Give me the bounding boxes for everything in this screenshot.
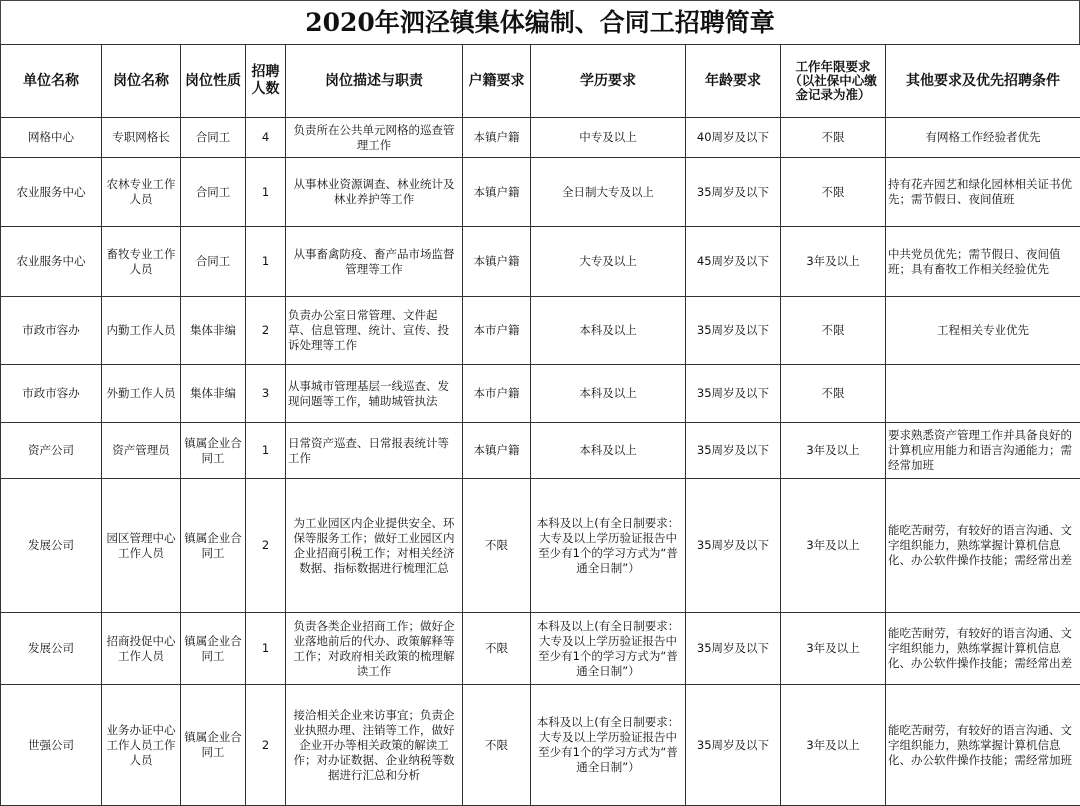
cell-edu: 本科及以上(有全日制要求：大专及以上学历验证报告中至少有1个的学习方式为“普通全日制”）: [531, 613, 686, 685]
cell-position: 外勤工作人员: [102, 365, 181, 423]
cell-desc: 从事林业资源调查、林业统计及林业养护等工作: [286, 158, 463, 227]
cell-other: 能吃苦耐劳，有较好的语言沟通、文字组织能力，熟练掌握计算机信息化、办公软件操作技能；需经常出差: [886, 479, 1080, 613]
cell-years: 3年及以上: [781, 227, 886, 297]
cell-years: 不限: [781, 297, 886, 365]
cell-unit: 资产公司: [1, 423, 102, 479]
cell-hukou: 本镇户籍: [463, 118, 531, 158]
cell-unit: 市政市容办: [1, 365, 102, 423]
cell-desc: 为工业园区内企业提供安全、环保等服务工作；做好工业园区内企业招商引税工作；对相关经济数据、指标数据进行梳理汇总: [286, 479, 463, 613]
header-type: 岗位性质: [181, 45, 246, 118]
cell-type: 集体非编: [181, 297, 246, 365]
header-unit: 单位名称: [1, 45, 102, 118]
cell-other: 能吃苦耐劳，有较好的语言沟通、文字组织能力，熟练掌握计算机信息化、办公软件操作技能；需经常出差: [886, 613, 1080, 685]
table-row: [1, 365, 1080, 423]
table-row: [1, 613, 1080, 685]
cell-position: 资产管理员: [102, 423, 181, 479]
cell-age: 35周岁及以下: [686, 297, 781, 365]
header-position: 岗位名称: [102, 45, 181, 118]
cell-hukou: 本镇户籍: [463, 227, 531, 297]
cell-unit: 世强公司: [1, 685, 102, 806]
table-row: [1, 227, 1080, 297]
cell-age: 35周岁及以下: [686, 685, 781, 806]
header-years: 工作年限要求（以社保中心缴金记录为准）: [781, 45, 886, 118]
cell-unit: 发展公司: [1, 613, 102, 685]
cell-edu: 本科及以上(有全日制要求：大专及以上学历验证报告中至少有1个的学习方式为“普通全日制”）: [531, 479, 686, 613]
cell-position: 招商投促中心工作人员: [102, 613, 181, 685]
cell-position: 内勤工作人员: [102, 297, 181, 365]
cell-years: 3年及以上: [781, 423, 886, 479]
cell-years: 3年及以上: [781, 613, 886, 685]
cell-desc: 负责办公室日常管理、文件起草、信息管理、统计、宣传、投诉处理等工作: [286, 297, 463, 365]
cell-type: 镇属企业合同工: [181, 613, 246, 685]
header-hukou: 户籍要求: [463, 45, 531, 118]
header-other: 其他要求及优先招聘条件: [886, 45, 1080, 118]
cell-unit: 市政市容办: [1, 297, 102, 365]
table-row: [1, 297, 1080, 365]
cell-years: 不限: [781, 118, 886, 158]
recruitment-table: [0, 44, 1080, 806]
cell-count: 3: [246, 365, 286, 423]
cell-other: 能吃苦耐劳，有较好的语言沟通、文字组织能力，熟练掌握计算机信息化、办公软件操作技能；需经常加班: [886, 685, 1080, 806]
cell-age: 40周岁及以下: [686, 118, 781, 158]
cell-hukou: 不限: [463, 613, 531, 685]
header-edu: 学历要求: [531, 45, 686, 118]
cell-unit: 发展公司: [1, 479, 102, 613]
cell-count: 1: [246, 423, 286, 479]
table-row: [1, 118, 1080, 158]
cell-age: 35周岁及以下: [686, 423, 781, 479]
cell-other: 持有花卉园艺和绿化园林相关证书优先；需节假日、夜间值班: [886, 158, 1080, 227]
cell-desc: 负责各类企业招商工作；做好企业落地前后的代办、政策解释等工作；对政府相关政策的梳理解读工作: [286, 613, 463, 685]
cell-age: 35周岁及以下: [686, 158, 781, 227]
cell-edu: 本科及以上(有全日制要求：大专及以上学历验证报告中至少有1个的学习方式为“普通全日制”）: [531, 685, 686, 806]
cell-hukou: 本镇户籍: [463, 423, 531, 479]
cell-edu: 全日制大专及以上: [531, 158, 686, 227]
cell-hukou: 本市户籍: [463, 365, 531, 423]
page-title: 2020年泗泾镇集体编制、合同工招聘简章: [0, 0, 1080, 44]
cell-hukou: 不限: [463, 685, 531, 806]
cell-unit: 农业服务中心: [1, 158, 102, 227]
cell-desc: 负责所在公共单元网格的巡查管理工作: [286, 118, 463, 158]
cell-position: 畜牧专业工作人员: [102, 227, 181, 297]
header-row: [1, 45, 1080, 118]
cell-type: 集体非编: [181, 365, 246, 423]
cell-other: 工程相关专业优先: [886, 297, 1080, 365]
cell-years: 不限: [781, 365, 886, 423]
cell-age: 35周岁及以下: [686, 479, 781, 613]
header-desc: 岗位描述与职责: [286, 45, 463, 118]
cell-count: 2: [246, 297, 286, 365]
cell-edu: 本科及以上: [531, 365, 686, 423]
cell-other: 中共党员优先；需节假日、夜间值班；具有畜牧工作相关经验优先: [886, 227, 1080, 297]
header-age: 年龄要求: [686, 45, 781, 118]
cell-position: 农林专业工作人员: [102, 158, 181, 227]
table-row: [1, 423, 1080, 479]
cell-type: 镇属企业合同工: [181, 685, 246, 806]
cell-desc: 接洽相关企业来访事宜；负责企业执照办理、注销等工作，做好企业开办等相关政策的解读工作；对办证数据、企业纳税等数据进行汇总和分析: [286, 685, 463, 806]
cell-count: 1: [246, 613, 286, 685]
cell-position: 专职网格长: [102, 118, 181, 158]
table-row: [1, 685, 1080, 806]
header-count: 招聘人数: [246, 45, 286, 118]
cell-age: 35周岁及以下: [686, 365, 781, 423]
cell-desc: 日常资产巡查、日常报表统计等工作: [286, 423, 463, 479]
cell-unit: 网格中心: [1, 118, 102, 158]
cell-hukou: 不限: [463, 479, 531, 613]
cell-other: [886, 365, 1080, 423]
cell-other: 要求熟悉资产管理工作并具备良好的计算机应用能力和语言沟通能力；需经常加班: [886, 423, 1080, 479]
cell-edu: 中专及以上: [531, 118, 686, 158]
cell-years: 不限: [781, 158, 886, 227]
cell-hukou: 本市户籍: [463, 297, 531, 365]
cell-type: 镇属企业合同工: [181, 479, 246, 613]
cell-hukou: 本镇户籍: [463, 158, 531, 227]
cell-count: 1: [246, 158, 286, 227]
table-row: [1, 479, 1080, 613]
cell-type: 合同工: [181, 158, 246, 227]
cell-type: 镇属企业合同工: [181, 423, 246, 479]
cell-edu: 大专及以上: [531, 227, 686, 297]
cell-unit: 农业服务中心: [1, 227, 102, 297]
cell-count: 4: [246, 118, 286, 158]
cell-count: 2: [246, 685, 286, 806]
cell-edu: 本科及以上: [531, 423, 686, 479]
cell-edu: 本科及以上: [531, 297, 686, 365]
cell-other: 有网格工作经验者优先: [886, 118, 1080, 158]
cell-years: 3年及以上: [781, 479, 886, 613]
cell-years: 3年及以上: [781, 685, 886, 806]
cell-age: 35周岁及以下: [686, 613, 781, 685]
table-row: [1, 158, 1080, 227]
cell-type: 合同工: [181, 118, 246, 158]
cell-position: 业务办证中心工作人员工作人员: [102, 685, 181, 806]
cell-age: 45周岁及以下: [686, 227, 781, 297]
cell-count: 2: [246, 479, 286, 613]
cell-type: 合同工: [181, 227, 246, 297]
cell-position: 园区管理中心工作人员: [102, 479, 181, 613]
cell-desc: 从事畜禽防疫、畜产品市场监督管理等工作: [286, 227, 463, 297]
cell-desc: 从事城市管理基层一线巡查、发现问题等工作，辅助城管执法: [286, 365, 463, 423]
cell-count: 1: [246, 227, 286, 297]
